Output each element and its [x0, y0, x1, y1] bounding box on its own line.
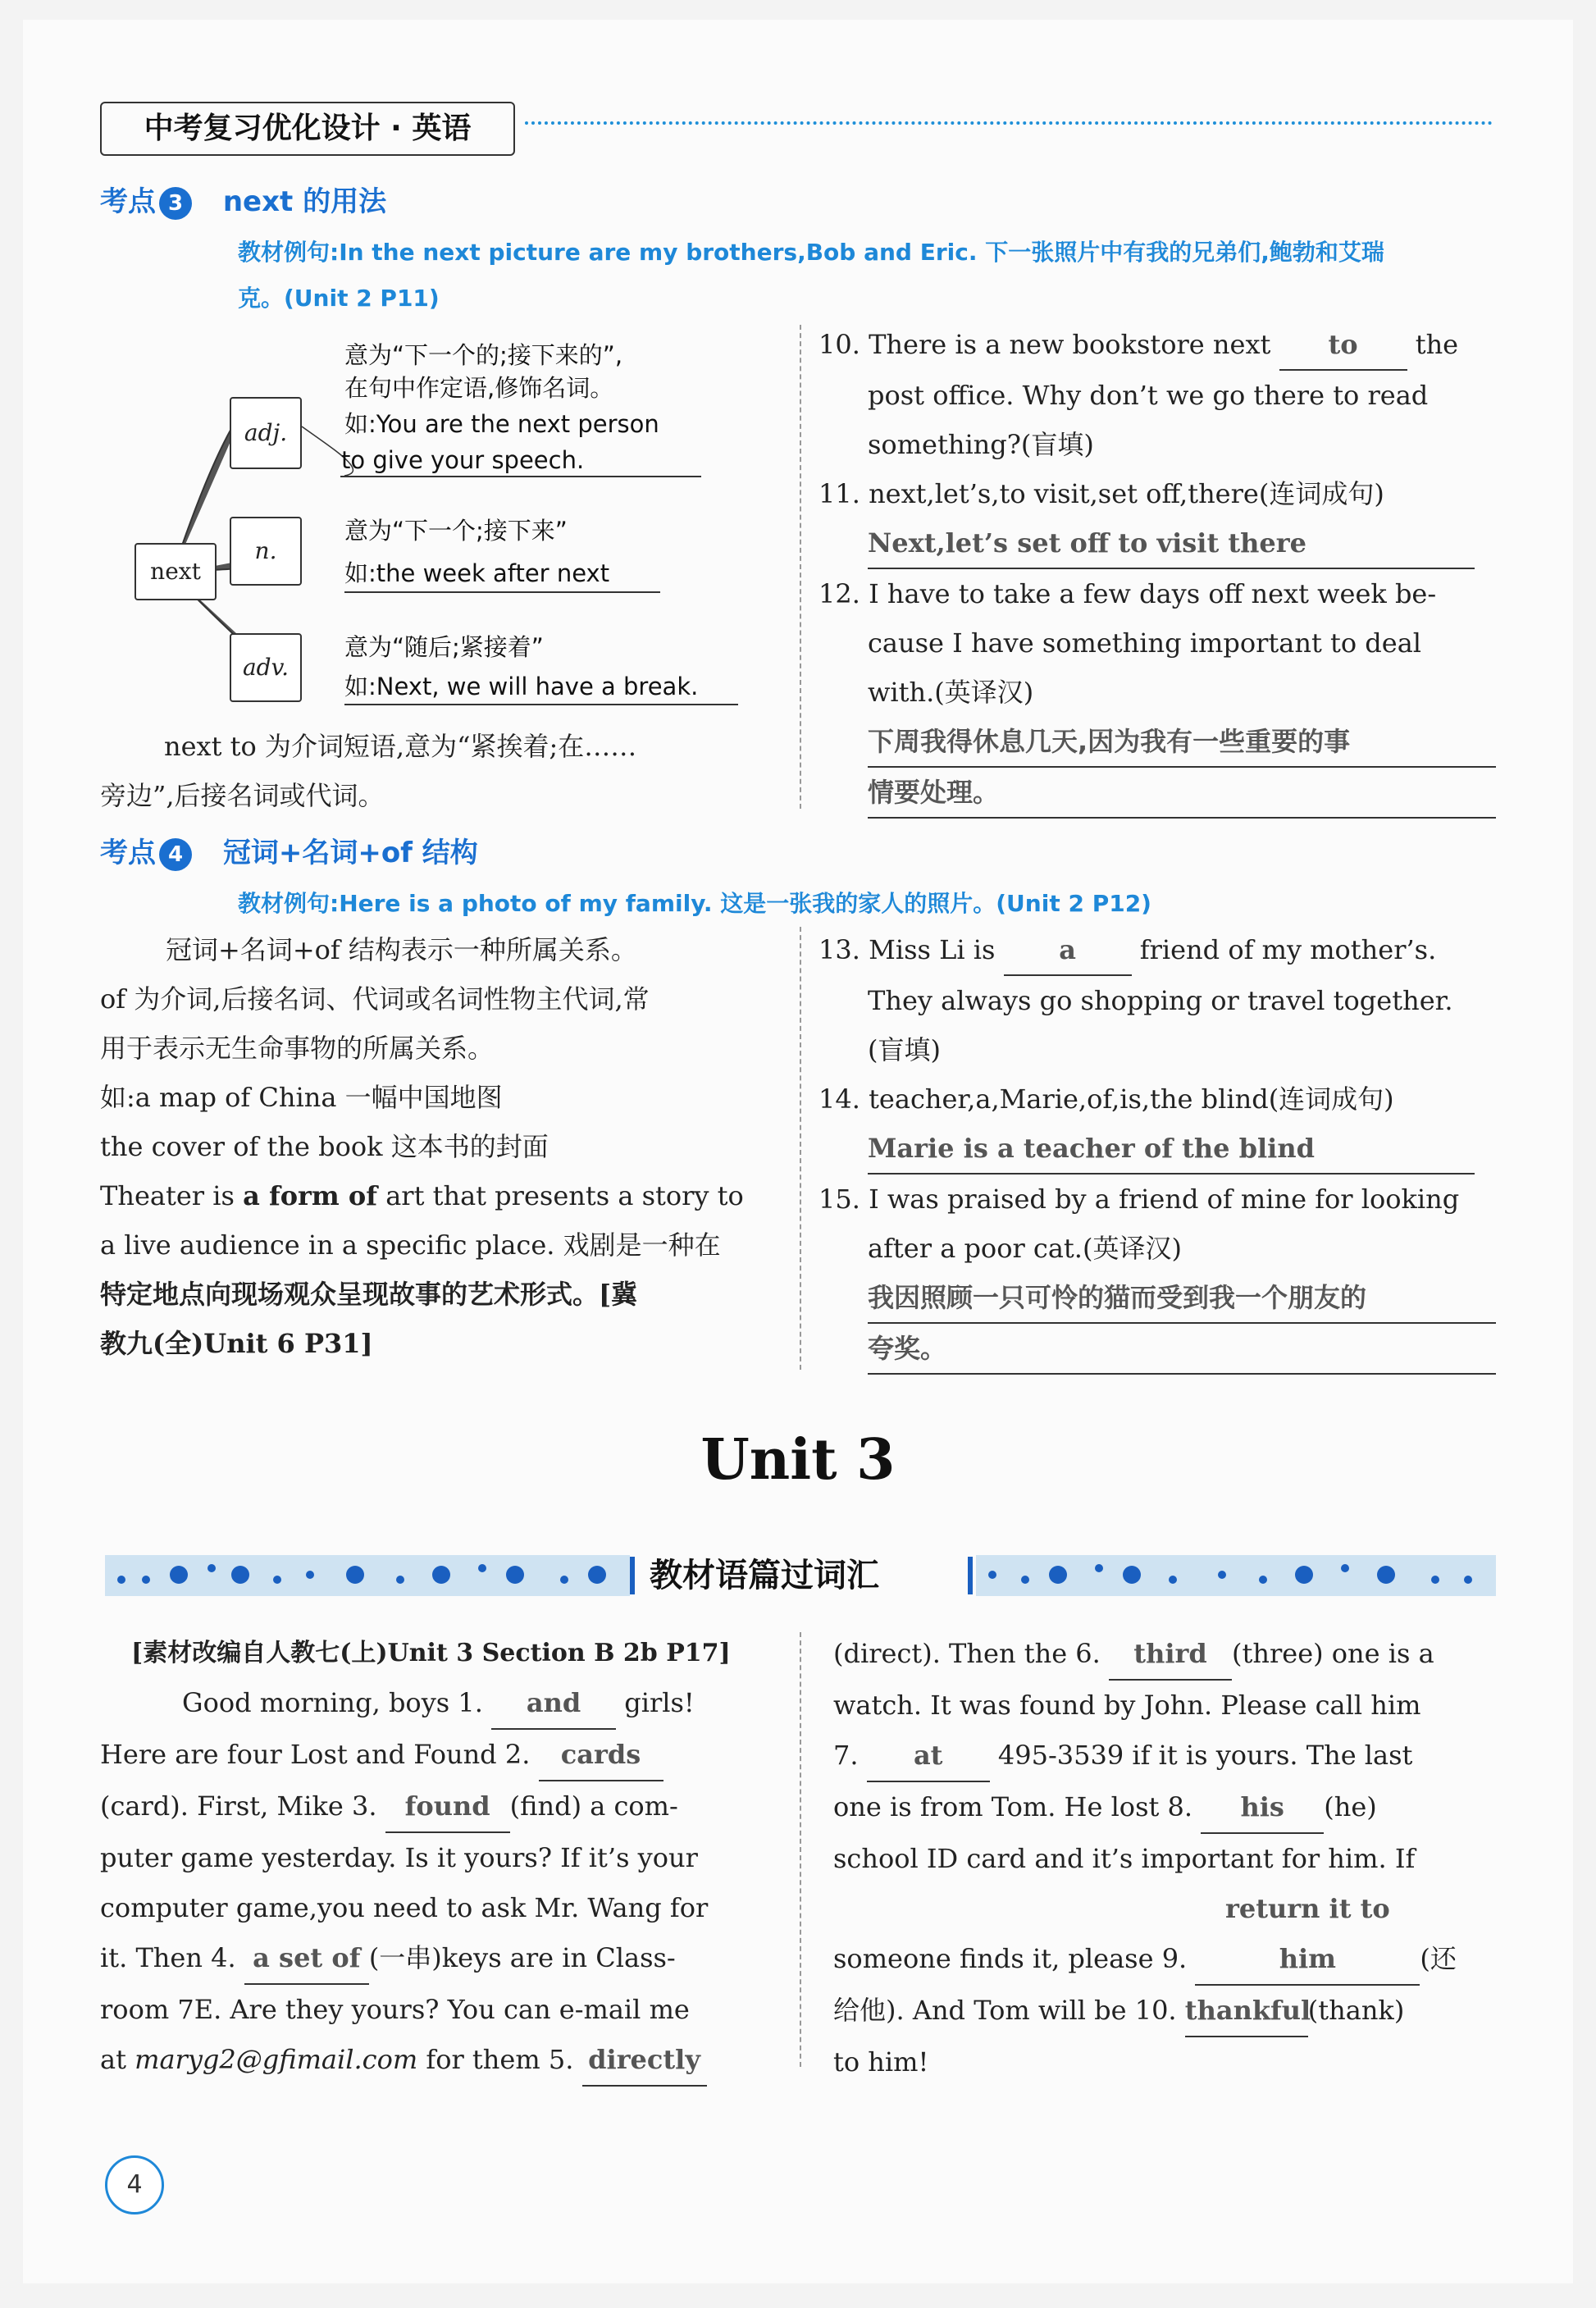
passage-text: (direct). Then the 6. — [833, 1638, 1101, 1669]
blank-1: and — [491, 1678, 616, 1730]
column-divider — [800, 325, 801, 809]
q12-answer-line2: 情要处理。 — [868, 768, 1496, 819]
q10-answer: to — [1279, 320, 1407, 371]
passage-text: (three) one is a — [1232, 1638, 1434, 1669]
passage-text: puter game yesterday. Is it yours? If it’s your — [100, 1842, 698, 1873]
passage-text: watch. It was found by John. Please call him — [833, 1690, 1421, 1721]
section3-note-line2: 旁边”,后接名词或代词。 — [100, 780, 385, 811]
header-dotted-rule — [525, 121, 1493, 125]
section-number-badge: 3 — [159, 187, 192, 220]
s4-line2: of 为介词,后接名词、代词或名词性物主代词,常 — [100, 983, 650, 1015]
q15-line2: after a poor cat.(英译汉) — [868, 1233, 1182, 1264]
q10-line3: something?(盲填) — [868, 429, 1094, 460]
q10-text-b: the — [1415, 329, 1459, 360]
section-title: 冠词+名词+of 结构 — [222, 837, 478, 869]
diagram-adv-text1: 意为“随后;紧接着” — [344, 633, 544, 661]
s4-line6a: Theater is — [100, 1180, 244, 1211]
s4-line8: 特定地点向现场观众呈现故事的艺术形式。[冀 — [100, 1279, 638, 1310]
column-divider — [800, 1632, 801, 2067]
passage-text: (一串)keys are in Class- — [368, 1942, 676, 1973]
question-12: 12. I have to take a few days off next week be- — [819, 578, 1437, 609]
passage-text: to him! — [833, 2046, 929, 2078]
banner-rule-right — [968, 1557, 973, 1594]
unit-title: Unit 3 — [700, 1427, 896, 1493]
passage-left-column — [100, 1678, 769, 2087]
passage-text: (find) a com- — [509, 1790, 678, 1822]
s4-line3: 用于表示无生命事物的所属关系。 — [100, 1033, 495, 1064]
passage-text: room 7E. Are they yours? You can e-mail me — [100, 1994, 690, 2025]
column-divider — [800, 927, 801, 1370]
example-sentence-line1: 教材例句:In the next picture are my brothers,Bob and Eric. 下一张照片中有我的兄弟们,鲍勃和艾瑞 — [238, 239, 1384, 266]
passage-text: it. Then 4. — [100, 1942, 236, 1973]
q12-answer-line1: 下周我得休息几天,因为我有一些重要的事 — [868, 717, 1496, 768]
section-title: next 的用法 — [222, 185, 387, 218]
passage-text: one is from Tom. He lost 8. — [833, 1791, 1193, 1822]
page-number: 4 — [105, 2155, 164, 2214]
question-14: 14. teacher,a,Marie,of,is,the blind(连词成句) — [819, 1083, 1394, 1115]
diagram-n-node: n. — [230, 517, 302, 586]
passage-text: girls! — [624, 1687, 695, 1718]
s4-line9: 教九(全)Unit 6 P31] — [100, 1328, 373, 1359]
blank-6: third — [1109, 1629, 1232, 1681]
s4-line1: 冠词+名词+of 结构表示一种所属关系。 — [166, 934, 637, 965]
diagram-n-text2: 如:the week after next — [344, 559, 610, 587]
q10-line2: post office. Why don’t we go there to read — [868, 380, 1429, 411]
diagram-n-text1: 意为“下一个;接下来” — [344, 517, 568, 545]
blank-8: his — [1201, 1782, 1324, 1834]
q15-answer-line1: 我因照顾一只可怜的猫而受到我一个朋友的 — [868, 1273, 1496, 1324]
section3-note-line1: next to 为介词短语,意为“紧挨着;在…… — [164, 731, 637, 762]
kaodian-label: 考点 — [100, 837, 156, 869]
question-10 — [819, 320, 1499, 819]
banner-title: 教材语篇过词汇 — [650, 1557, 879, 1594]
blank-3: found — [385, 1781, 510, 1833]
question-15: 15. I was praised by a friend of mine for looking — [819, 1184, 1460, 1215]
q13-text: 13. Miss Li is — [819, 934, 996, 965]
q13-answer: a — [1004, 925, 1132, 976]
passage-text: Here are four Lost and Found 2. — [100, 1739, 531, 1770]
passage-text: someone finds it, please 9. — [833, 1943, 1188, 1974]
s4-line5: the cover of the book 这本书的封面 — [100, 1131, 549, 1162]
diagram-adj-text1: 意为“下一个的;接下来的”, — [344, 341, 623, 369]
section3-heading — [100, 179, 386, 220]
banner-rule-left — [630, 1557, 635, 1594]
passage-text: Good morning, boys 1. — [182, 1687, 483, 1718]
passage-text: 给他). And Tom will be 10. — [833, 1995, 1177, 2026]
section4-explanation — [100, 925, 789, 1368]
q12-line3: with.(英译汉) — [868, 677, 1034, 708]
passage-text: at — [100, 2044, 135, 2075]
passage-text: (还 — [1420, 1943, 1457, 1974]
blank-10: thankful — [1185, 1986, 1308, 2037]
diagram-adv-node: adv. — [230, 633, 302, 702]
s4-line7: a live audience in a specific place. 戏剧是一种在 — [100, 1229, 721, 1261]
section4-heading — [100, 830, 478, 871]
q14-answer: Marie is a teacher of the blind — [868, 1124, 1475, 1175]
passage-text: school ID card and it’s important for him. If — [833, 1843, 1416, 1874]
diagram-root-node: next — [135, 543, 217, 600]
example-sentence-line2: 克。(Unit 2 P11) — [238, 285, 440, 312]
passage-text: (thank) — [1307, 1995, 1405, 2026]
passage-source: [素材改编自人教七(上)Unit 3 Section B 2b P17] — [131, 1639, 731, 1667]
blank-5: directly — [582, 2035, 707, 2087]
q10-text: 10. There is a new bookstore next — [819, 329, 1271, 360]
question-11: 11. next,let’s,to visit,set off,there(连词成句) — [819, 478, 1384, 509]
diagram-adv-text2: 如:Next, we will have a break. — [344, 673, 699, 700]
q15-answer-line2: 夸奖。 — [868, 1324, 1496, 1375]
q13-line2: They always go shopping or travel together. — [868, 985, 1453, 1016]
passage-text: 495-3539 if it is yours. The last — [997, 1740, 1413, 1771]
diagram-adj-text2: 在句中作定语,修饰名词。 — [344, 374, 614, 402]
passage-text: computer game,you need to ask Mr. Wang for — [100, 1892, 709, 1923]
example-sentence: 教材例句:Here is a photo of my family. 这是一张我的家人的照片。(Unit 2 P12) — [238, 890, 1151, 917]
blank-4: a set of — [244, 1933, 369, 1985]
blank-7: at — [867, 1731, 990, 1782]
kaodian-label: 考点 — [100, 185, 156, 218]
banner-dots-left — [105, 1550, 630, 1601]
passage-text: for them 5. — [417, 2044, 574, 2075]
s4-line4: 如:a map of China 一幅中国地图 — [100, 1082, 503, 1113]
blank-2: cards — [539, 1730, 663, 1781]
section4-questions — [819, 925, 1499, 1375]
q13-line3: (盲填) — [868, 1034, 941, 1065]
section-banner — [105, 1550, 1496, 1601]
running-header: 中考复习优化设计 · 英语 — [100, 102, 515, 156]
s4-line6b: a form of — [243, 1180, 378, 1211]
diagram-adj-node: adj. — [230, 397, 302, 469]
blank-9: return it to him — [1195, 1884, 1420, 1986]
q13-text-b: friend of my mother’s. — [1139, 934, 1437, 965]
banner-dots-right — [976, 1550, 1496, 1601]
s4-line6c: art that presents a story to — [377, 1180, 744, 1211]
section-number-badge: 4 — [159, 838, 192, 871]
diagram-adj-text3: 如:You are the next person — [344, 410, 659, 438]
diagram-adj-text4: to give your speech. — [341, 446, 585, 474]
passage-text: (card). First, Mike 3. — [100, 1790, 377, 1822]
passage-right-column — [833, 1629, 1499, 2087]
passage-text: 7. — [833, 1740, 859, 1771]
passage-text: (he) — [1324, 1791, 1377, 1822]
email-address: maryg2@gfimail.com — [135, 2044, 418, 2075]
q11-answer: Next,let’s set off to visit there — [868, 518, 1475, 569]
q12-line2: cause I have something important to deal — [868, 627, 1421, 659]
